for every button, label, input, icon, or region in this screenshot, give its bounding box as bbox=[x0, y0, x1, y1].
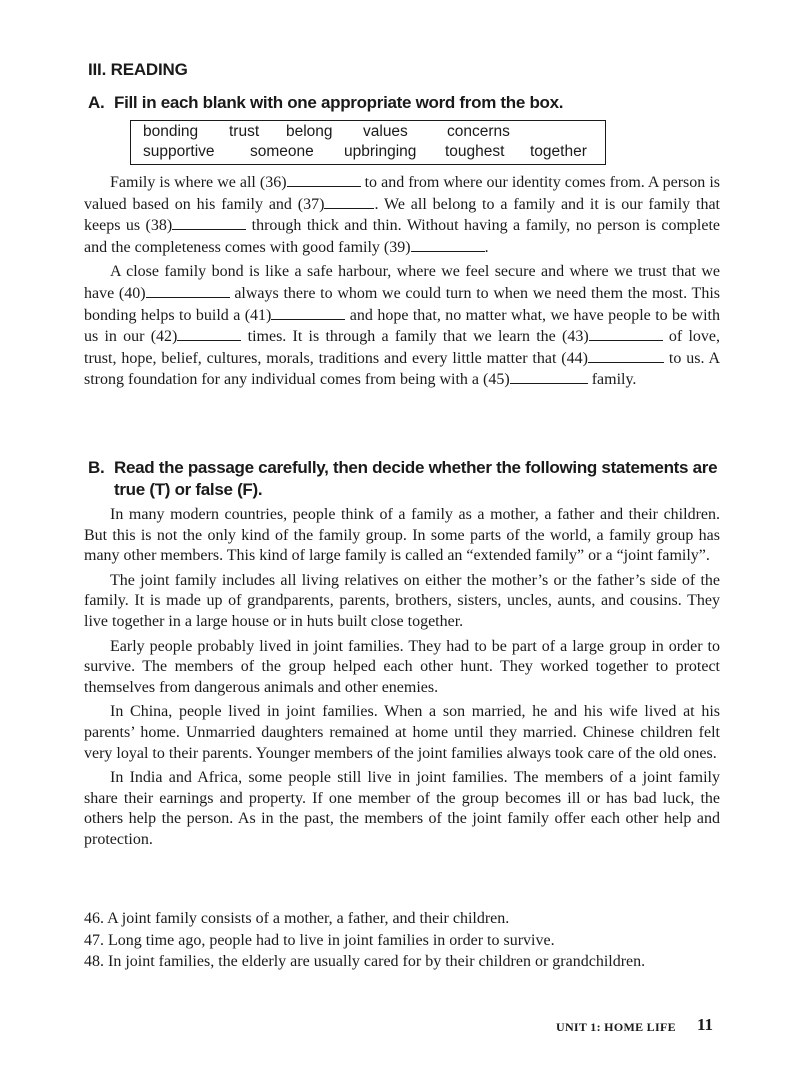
word-option: belong bbox=[286, 123, 333, 140]
word-option: concerns bbox=[447, 123, 510, 140]
blank-44[interactable] bbox=[588, 348, 664, 363]
blank-36[interactable] bbox=[287, 172, 361, 187]
section-title: III. READING bbox=[88, 60, 188, 79]
passage-text: through thick and thin. Without having a family, no person is complete and the completeness comes with good family (39) bbox=[84, 217, 721, 256]
task-b-letter: B. bbox=[88, 458, 105, 477]
word-option: values bbox=[363, 123, 408, 140]
passage-text: to and from where our identity comes from. A person is valued based on his family and (37) bbox=[84, 174, 720, 213]
passage-paragraph: In India and Africa, some people still live in joint families. The members of a joint family share their earnings and property. If one member of the group becomes ill or has bad luck, the others help the person. As in the past, the members of the joint family offer each other help and protection. bbox=[84, 769, 720, 848]
blank-40[interactable] bbox=[146, 283, 230, 298]
word-box bbox=[130, 120, 606, 165]
passage-text: . We all belong to a family and it is our family that keeps us (38) bbox=[84, 195, 720, 235]
blank-37[interactable] bbox=[324, 194, 374, 209]
page-number: 11 bbox=[697, 1015, 714, 1034]
passage-paragraph: Early people probably lived in joint families. They had to be part of a large group in order to survive. The members of the group helped each other hunt. They worked together to protect themselves from dangerous animals and other enemies. bbox=[84, 637, 720, 696]
passage-paragraph-2 bbox=[84, 262, 720, 391]
passage-text: to us. A strong foundation for any individual comes from being with a (45) bbox=[84, 349, 721, 389]
passage-paragraph: The joint family includes all living relatives on either the mother’s or the father’s side of the family. It is made up of grandparents, parents, brothers, sisters, uncles, aunts, and cousins. They live together in a large house or in huts built close together. bbox=[84, 571, 720, 630]
blank-45[interactable] bbox=[510, 369, 588, 384]
passage-paragraph: In China, people lived in joint families. When a son married, he and his wife lived at his parents’ home. Unmarried daughters remained at home until they married. Chinese children felt very loyal to their parents. Younger members of the joint families always took care of the old ones. bbox=[84, 703, 720, 762]
blank-38[interactable] bbox=[172, 215, 246, 230]
blank-39[interactable] bbox=[411, 237, 485, 252]
task-b-instruction-line-1: Read the passage carefully, then decide whether the following statements are bbox=[114, 458, 718, 477]
statement-47: 47. Long time ago, people had to live in joint families in order to survive. bbox=[84, 931, 555, 949]
passage-text: A close family bond is like a safe harbour, where we feel secure and where we trust that we have (40) bbox=[84, 263, 720, 302]
task-b-passage bbox=[84, 505, 720, 855]
passage-text: always there to whom we could turn to when we need them the most. This bonding helps to build a (41) bbox=[84, 284, 721, 324]
unit-label: UNIT 1: HOME LIFE bbox=[556, 1020, 676, 1034]
passage-text: of love, trust, hope, belief, cultures, morals, traditions and every little matter that (44) bbox=[84, 328, 721, 367]
statement-48: 48. In joint families, the elderly are usually cared for by their children or grandchildren. bbox=[84, 953, 646, 970]
task-a-instruction: Fill in each blank with one appropriate word from the box. bbox=[114, 93, 564, 112]
word-option: bonding bbox=[143, 123, 199, 140]
task-b-heading bbox=[88, 457, 717, 501]
task-a-letter: A. bbox=[88, 93, 105, 112]
statement-46: 46. A joint family consists of a mother, a father, and their children. bbox=[84, 910, 510, 927]
word-option: trust bbox=[229, 123, 260, 140]
blank-43[interactable] bbox=[589, 326, 663, 341]
blank-41[interactable] bbox=[271, 305, 345, 320]
word-option: supportive bbox=[143, 143, 215, 160]
passage-text: Family is where we all (36) bbox=[110, 174, 287, 191]
passage-text: times. It is through a family that we learn the (43) bbox=[241, 328, 589, 346]
word-option: upbringing bbox=[344, 143, 417, 160]
passage-paragraph-1 bbox=[84, 172, 720, 258]
passage-paragraph: In many modern countries, people think of a family as a mother, a father and their children. But this is not the only kind of the family group. In some parts of the world, a family group has many other members. This kind of large family is called an “extended family” or a “joint family”. bbox=[84, 506, 720, 565]
task-b-instruction-line-2: true (T) or false (F). bbox=[114, 480, 263, 499]
passage-text: family. bbox=[587, 371, 637, 389]
word-option: toughest bbox=[445, 143, 505, 160]
task-a-heading bbox=[88, 92, 563, 114]
word-option: someone bbox=[250, 143, 314, 160]
statement-list bbox=[84, 908, 744, 973]
passage-text: and hope that, no matter what, we have people to be with us in our (42) bbox=[84, 306, 721, 346]
task-a-passage bbox=[84, 172, 720, 395]
word-option: together bbox=[530, 143, 587, 160]
blank-42[interactable] bbox=[177, 326, 241, 341]
passage-text: . bbox=[484, 238, 489, 256]
